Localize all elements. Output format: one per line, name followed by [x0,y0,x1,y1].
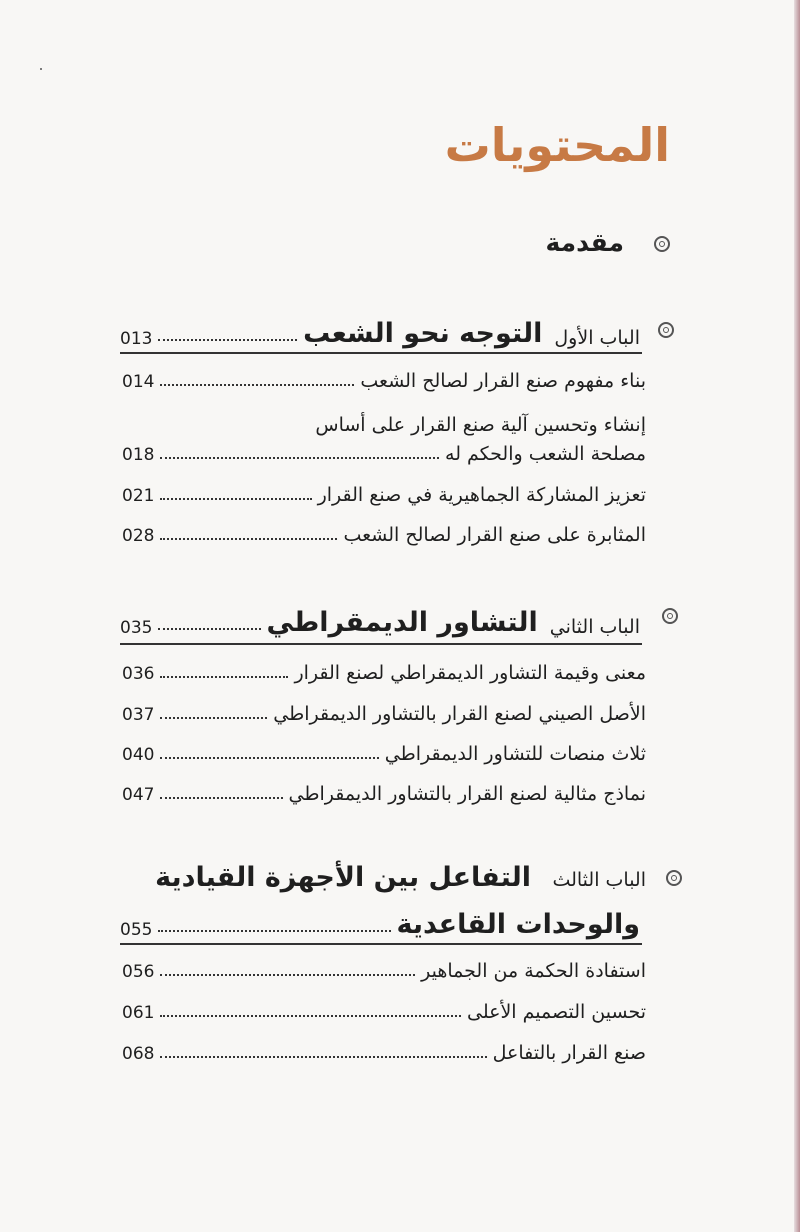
page-edge [794,0,800,1232]
entry-title: معنى وقيمة التشاور الديمقراطي لصنع القرار [294,662,646,684]
chapter-3-heading-line-1 [155,862,646,893]
entry-title: ثلاث منصات للتشاور الديمقراطي [384,743,646,765]
bullet-icon [654,236,670,252]
toc-entry [122,1042,646,1064]
dot-leader [158,930,390,932]
dot-leader [158,339,297,341]
dot-leader [160,1015,461,1017]
entry-page-number: 036 [122,664,155,684]
toc-entry [122,484,646,506]
chapter-title-line-1: التفاعل بين الأجهزة القيادية [155,862,532,893]
dot-leader [160,457,439,459]
dot-leader [160,538,337,540]
chapter-title-line-2: والوحدات القاعدية [396,909,640,940]
toc-entry [122,1001,646,1023]
dot-leader [160,498,311,500]
entry-page-number: 021 [122,486,155,506]
dot-leader [160,974,415,976]
chapter-3-heading-line-2 [120,896,640,940]
intro-heading: مقدمة [545,228,624,257]
chapter-title: التشاور الديمقراطي [266,607,538,638]
dot-leader [160,757,378,759]
dot-leader [160,676,288,678]
dot-leader [160,1056,486,1058]
toc-entry [122,370,646,392]
entry-page-number: 056 [122,962,155,982]
bullet-icon [662,608,678,624]
entry-page-number: 028 [122,526,155,546]
toc-entry [122,443,646,465]
chapter-label: الباب الثاني [549,616,640,638]
entry-title: تعزيز المشاركة الجماهيرية في صنع القرار [317,484,646,506]
chapter-label: الباب الأول [554,327,640,349]
chapter-label: الباب الثالث [552,869,646,891]
entry-page-number: 047 [122,785,155,805]
entry-title: تحسين التصميم الأعلى [467,1001,646,1023]
entry-title: المثابرة على صنع القرار لصالح الشعب [343,524,646,546]
entry-title: نماذج مثالية لصنع القرار بالتشاور الديمقراطي [288,783,646,805]
chapter-rule [120,943,642,945]
dot-leader [160,384,354,386]
chapter-1-heading [120,305,640,349]
chapter-2-heading [120,594,640,638]
chapter-page-number: 035 [120,618,153,638]
entry-page-number: 014 [122,372,155,392]
bullet-icon [666,870,682,886]
entry-title: بناء مفهوم صنع القرار لصالح الشعب [360,370,646,392]
page-title: المحتويات [444,118,670,172]
dot-leader [160,797,282,799]
toc-entry [122,703,646,725]
chapter-rule [120,352,642,354]
entry-page-number: 068 [122,1044,155,1064]
entry-title: الأصل الصيني لصنع القرار بالتشاور الديمقراطي [273,703,646,725]
entry-page-number: 061 [122,1003,155,1023]
entry-title-line-2: مصلحة الشعب والحكم له [445,443,646,465]
dot-leader [160,717,267,719]
paper-speck [40,68,42,70]
entry-title-line-1: إنشاء وتحسين آلية صنع القرار على أساس [315,414,646,436]
entry-title: صنع القرار بالتفاعل [492,1042,646,1064]
bullet-icon [658,322,674,338]
entry-title: استفادة الحكمة من الجماهير [421,960,646,982]
dot-leader [158,628,260,630]
chapter-title: التوجه نحو الشعب [303,318,543,349]
entry-page-number: 037 [122,705,155,725]
toc-entry [122,662,646,684]
entry-page-number: 040 [122,745,155,765]
entry-page-number: 018 [122,445,155,465]
toc-entry [122,743,646,765]
toc-entry [122,783,646,805]
chapter-rule [120,643,642,645]
toc-entry [122,960,646,982]
chapter-page-number: 013 [120,329,153,349]
chapter-page-number: 055 [120,920,153,940]
toc-entry [122,524,646,546]
